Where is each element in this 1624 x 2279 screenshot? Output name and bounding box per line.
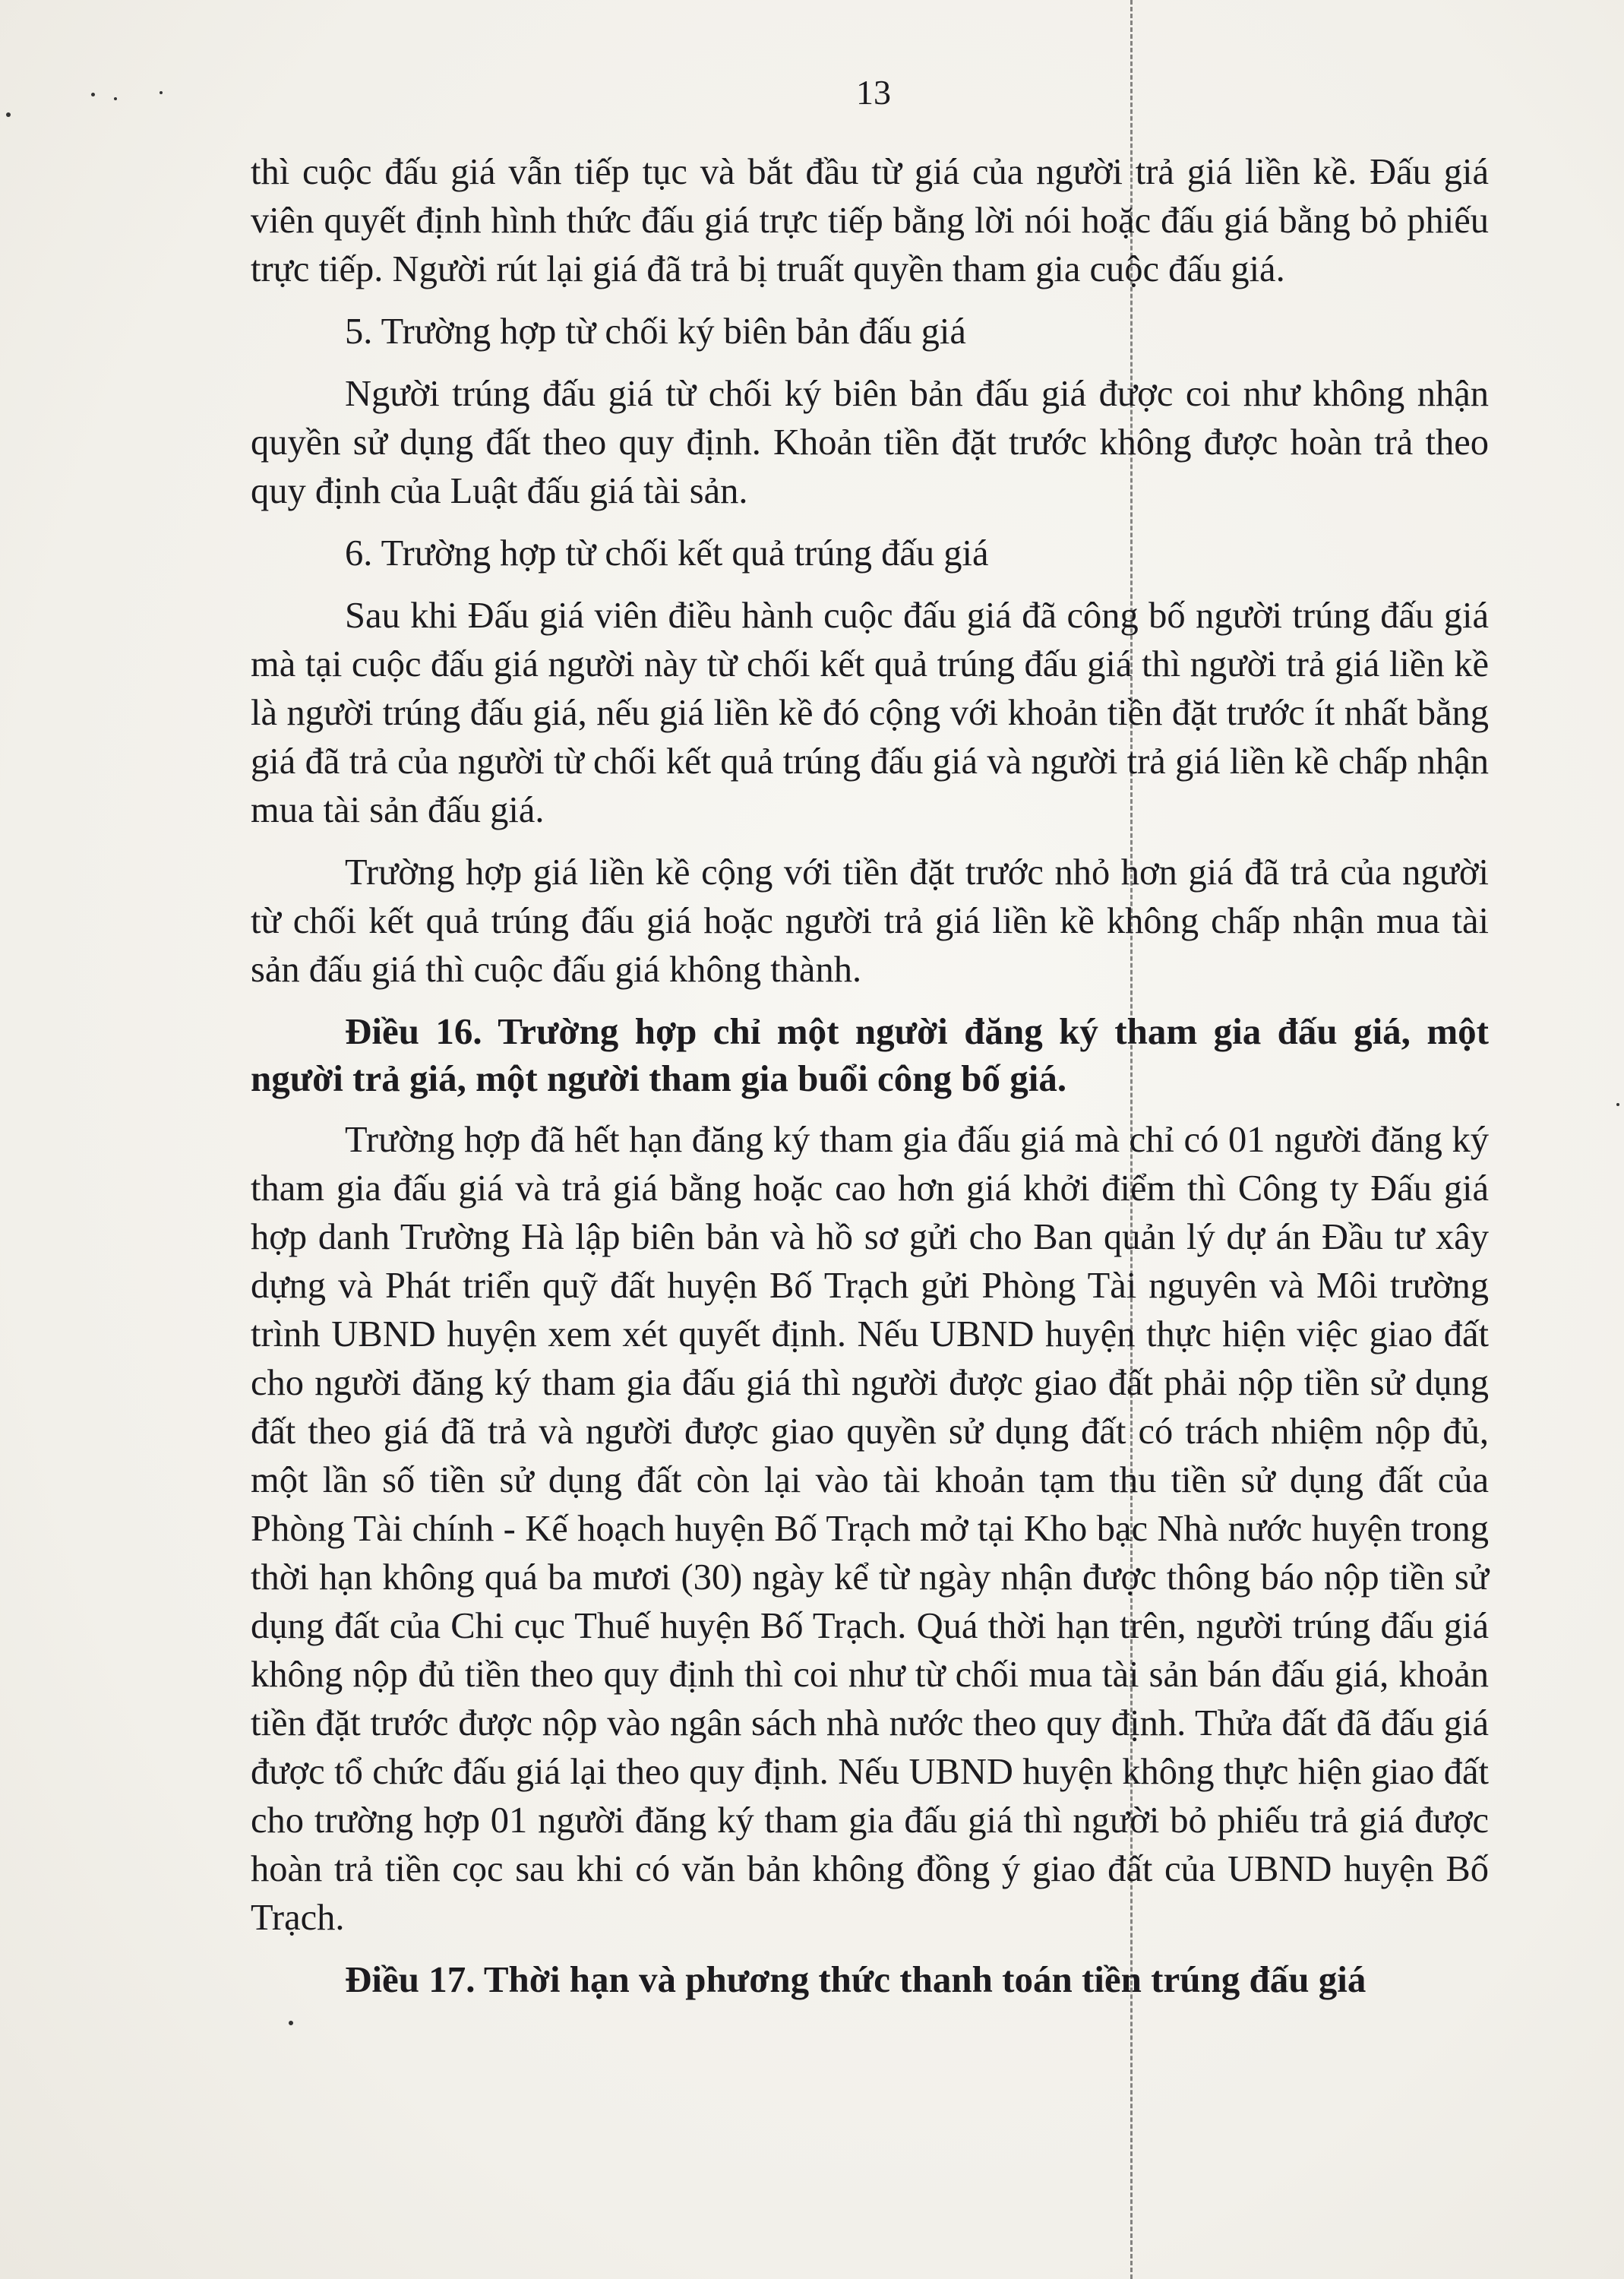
paragraph-continued: thì cuộc đấu giá vẫn tiếp tục và bắt đầu từ giá của người trả giá liền kề. Đấu giá viên quyết định hình thức đấu giá trực tiếp bằng lời nói hoặc đấu giá bằng bỏ phiếu trực tiếp. Người rút lại giá đã trả bị truất quyền tham gia cuộc đấu giá. bbox=[251, 152, 1489, 289]
scan-speck bbox=[91, 93, 95, 96]
scan-speck bbox=[114, 97, 117, 100]
paragraph: Trường hợp đã hết hạn đăng ký tham gia đấu giá mà chỉ có 01 người đăng ký tham gia đấu giá và trả giá bằng hoặc cao hơn giá khởi điểm thì Công ty Đấu giá hợp danh Trường Hà lập biên bản và hồ sơ gửi cho Ban quản lý dự án Đầu tư xây dựng và Phát triển quỹ đất huyện Bố Trạch gửi Phòng Tài nguyên và Môi trường trình UBND huyện xem xét quyết định. Nếu UBND huyện thực hiện việc giao đất cho người đăng ký tham gia đấu giá thì người được giao đất phải nộp tiền sử dụng đất theo giá đã trả và người được giao quyền sử dụng đất có trách nhiệm nộp đủ, một lần số tiền sử dụng đất còn lại vào tài khoản tạm thu tiền sử dụng đất của Phòng Tài chính - Kế hoạch huyện Bố Trạch mở tại Kho bạc Nhà nước huyện trong thời hạn không quá ba mươi (30) ngày kể từ ngày nhận được thông báo nộp tiền sử dụng đất của Chi cục Thuế huyện Bố Trạch. Quá thời hạn trên, người trúng đấu giá không nộp đủ tiền theo quy định thì coi như từ chối mua tài sản bán đấu giá, khoản tiền đặt trước được nộp vào ngân sách nhà nước theo quy định. Thửa đất đã đấu giá được tổ chức đấu giá lại theo quy định. Nếu UBND huyện không thực hiện giao đất cho trường hợp 01 người đăng ký tham gia đấu giá thì người bỏ phiếu trả giá được hoàn trả tiền cọc sau khi có văn bản không đồng ý giao đất của UBND huyện Bố Trạch. bbox=[251, 1120, 1489, 1938]
article-16-heading: Điều 16. Trường hợp chỉ một người đăng ký tham gia đấu giá, một người trả giá, một người tham gia buổi công bố giá. bbox=[251, 1010, 1489, 1099]
subsection-heading-5: 5. Trường hợp từ chối ký biên bản đấu giá bbox=[345, 311, 966, 352]
scan-speck bbox=[289, 2021, 293, 2025]
paragraph: Trường hợp giá liền kề cộng với tiền đặt trước nhỏ hơn giá đã trả của người từ chối kết quả trúng đấu giá hoặc người trả giá liền kề không chấp nhận mua tài sản đấu giá thì cuộc đấu giá không thành. bbox=[251, 852, 1489, 990]
scan-speck bbox=[6, 112, 11, 117]
scan-speck bbox=[1616, 1103, 1619, 1106]
paragraph: Người trúng đấu giá từ chối ký biên bản đấu giá được coi như không nhận quyền sử dụng đất theo quy định. Khoản tiền đặt trước không được hoàn trả theo quy định của Luật đấu giá tài sản. bbox=[251, 374, 1489, 511]
scan-speck bbox=[160, 91, 163, 94]
document-body bbox=[251, 148, 1489, 2017]
page-number: 13 bbox=[856, 73, 891, 112]
subsection-heading-6: 6. Trường hợp từ chối kết quả trúng đấu giá bbox=[345, 533, 989, 574]
paragraph: Sau khi Đấu giá viên điều hành cuộc đấu giá đã công bố người trúng đấu giá mà tại cuộc đấu giá người này từ chối kết quả trúng đấu giá thì người trả giá liền kề là người trúng đấu giá, nếu giá liền kề đó cộng với khoản tiền đặt trước ít nhất bằng giá đã trả của người từ chối kết quả trúng đấu giá và người trả giá liền kề chấp nhận mua tài sản đấu giá. bbox=[251, 596, 1489, 830]
article-17-heading: Điều 17. Thời hạn và phương thức thanh toán tiền trúng đấu giá bbox=[345, 1958, 1366, 2000]
